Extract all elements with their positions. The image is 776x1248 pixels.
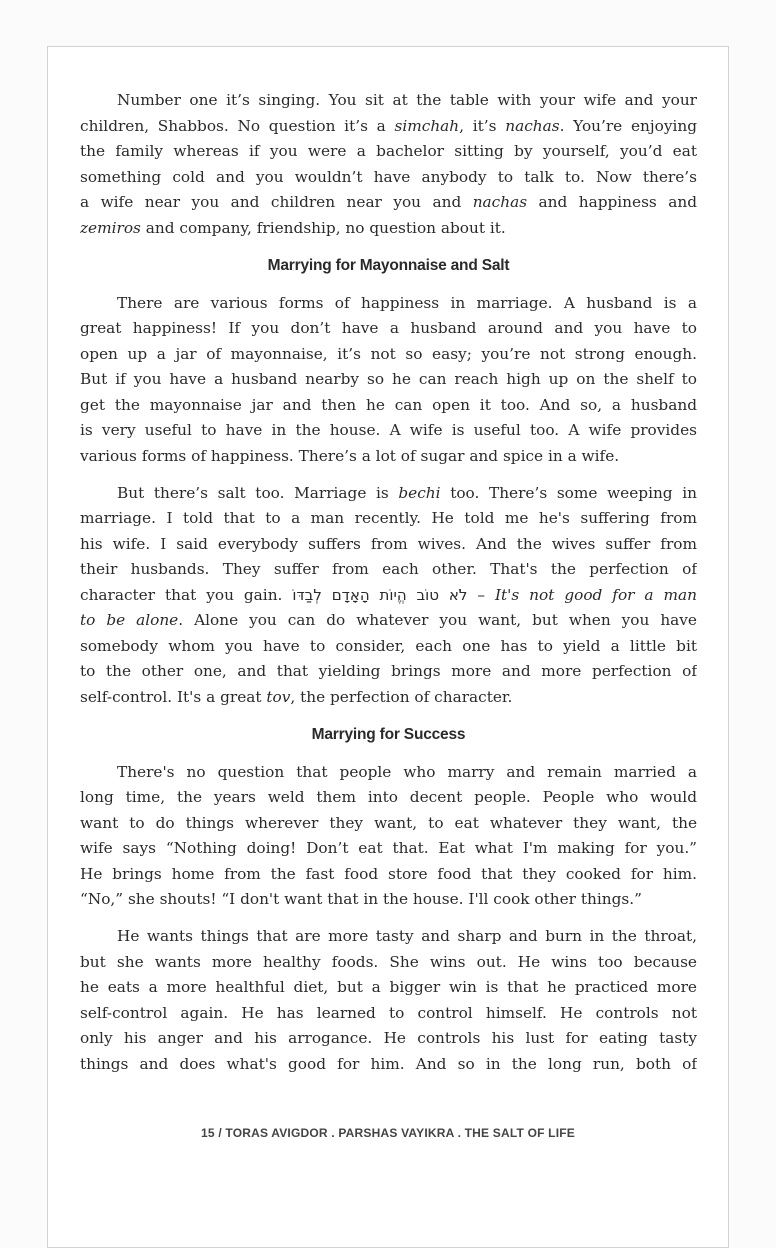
text-line [80,481,697,507]
hebrew-text: לֹא טוֹב הֱיוֹת הָאָדָם לְבַדּוֹ [292,585,468,604]
text-segment: and company, friendship, no question about it. [140,218,506,237]
text-segment: But if you have a husband nearby so he can reach high up on the shelf to [80,370,697,388]
italic-text: It's not good for a man [494,585,697,604]
text-segment: character that you gain. [80,585,293,604]
text-segment: but she wants more healthy foods. She wins out. He wins too because [80,952,697,971]
text-segment: There are various forms of happiness in marriage. A husband is a [117,293,697,312]
text-segment: want to do things wherever they want, to eat whatever they want, the [80,813,697,832]
text-segment: is very useful to have in the house. A wife is useful too. A wife provides [80,421,697,439]
text-segment: There's no question that people who marry and remain married a [117,762,697,781]
text-segment: to the other one, and that yielding brings more and more perfection of [80,662,697,680]
text-line [80,88,697,114]
text-line [80,1052,697,1078]
paragraph [80,291,697,470]
text-line [80,608,697,634]
italic-text: tov [266,687,291,706]
text-segment: their husbands. They suffer from each other. That's the perfection of [80,560,697,578]
paragraph [80,924,697,1077]
italic-text: to be alone [80,611,179,629]
text-segment: somebody whom you have to consider, each one has to yield a little bit [80,636,697,655]
text-line [80,659,697,685]
text-segment: something cold and you wouldn’t have anybody to talk to. Now there’s [80,167,697,186]
text-line [80,634,697,660]
text-line [80,1026,697,1052]
text-line [80,114,697,140]
italic-text: nachas [472,193,528,211]
text-segment: . You’re enjoying [559,116,697,135]
text-line [80,862,697,888]
italic-text: nachas [505,116,560,135]
text-segment: things and does what's good for him. And so in the long run, both of [80,1054,697,1073]
text-segment: a wife near you and children near you and [80,193,473,211]
text-segment: self-control again. He has learned to control himself. He controls not [80,1003,697,1022]
text-line [80,887,697,913]
text-line [80,506,697,532]
text-line [80,760,697,786]
text-line [80,342,697,368]
text-segment: get the mayonnaise jar and then he can open it too. And so, a husband [80,395,697,414]
paragraph [80,88,697,241]
text-segment: too. There’s some weeping in [440,483,697,502]
text-line [80,685,697,711]
text-segment: But there’s salt too. Marriage is [117,483,399,502]
text-line [80,975,697,1001]
text-segment: He brings home from the fast food store food that they cooked for him. [80,864,697,883]
text-line [80,444,697,470]
text-segment: , the perfection of character. [290,687,513,706]
text-line [80,393,697,419]
text-segment: – [467,585,495,604]
text-line [80,216,697,242]
text-line [80,532,697,558]
text-line [80,139,697,165]
text-segment: only his anger and his arrogance. He controls his lust for eating tasty [80,1029,697,1047]
text-line [80,367,697,393]
italic-text: zemiros [80,218,141,237]
italic-text: simchah [394,116,460,135]
text-line [80,190,697,216]
text-line [80,950,697,976]
page-footer: 15 / TORAS AVIGDOR . PARSHAS VAYIKRA . THE SALT OF LIFE [201,1126,575,1140]
paragraph [80,481,697,711]
text-line [80,418,697,444]
text-segment: long time, the years weld them into decent people. People who would [80,788,697,806]
text-segment: open up a jar of mayonnaise, it’s not so easy; you’re not strong enough. [80,344,697,363]
section-heading: Marrying for Mayonnaise and Salt [267,256,510,274]
paragraph [80,760,697,913]
text-line [80,785,697,811]
text-line [80,811,697,837]
text-segment: children, Shabbos. No question it’s a [80,116,395,135]
text-segment: , it’s [459,116,506,135]
text-line [80,1001,697,1027]
text-segment: marriage. I told that to a man recently. He told me he's suffering from [80,509,697,527]
text-segment: Number one it’s singing. You sit at the table with your wife and your [117,91,697,109]
text-segment: and happiness and [527,193,697,211]
text-segment: . Alone you can do whatever you want, but when you have [178,611,697,629]
text-segment: “No,” she shouts! “I don't want that in the house. I'll cook other things.” [80,890,642,908]
text-line [80,924,697,950]
italic-text: bechi [398,483,441,502]
text-segment: his wife. I said everybody suffers from wives. And the wives suffer from [80,534,697,553]
text-segment: self-control. It's a great [80,687,267,706]
text-line [80,557,697,583]
text-segment: great happiness! If you don’t have a husband around and you have to [80,319,697,337]
section-heading: Marrying for Success [311,725,466,743]
text-line [80,165,697,191]
text-line [80,291,697,317]
text-segment: various forms of happiness. There’s a lot of sugar and spice in a wife. [80,446,620,465]
text-segment: wife says “Nothing doing! Don’t eat that. Eat what I'm making for you.” [80,839,697,857]
text-segment: He wants things that are more tasty and sharp and burn in the throat, [117,927,697,945]
article-body [80,88,697,1089]
text-line [80,316,697,342]
text-line [80,583,697,609]
text-segment: he eats a more healthful diet, but a bigger win is that he practiced more [80,978,697,996]
text-line [80,836,697,862]
text-segment: the family whereas if you were a bachelor sitting by yourself, you’d eat [80,142,697,160]
